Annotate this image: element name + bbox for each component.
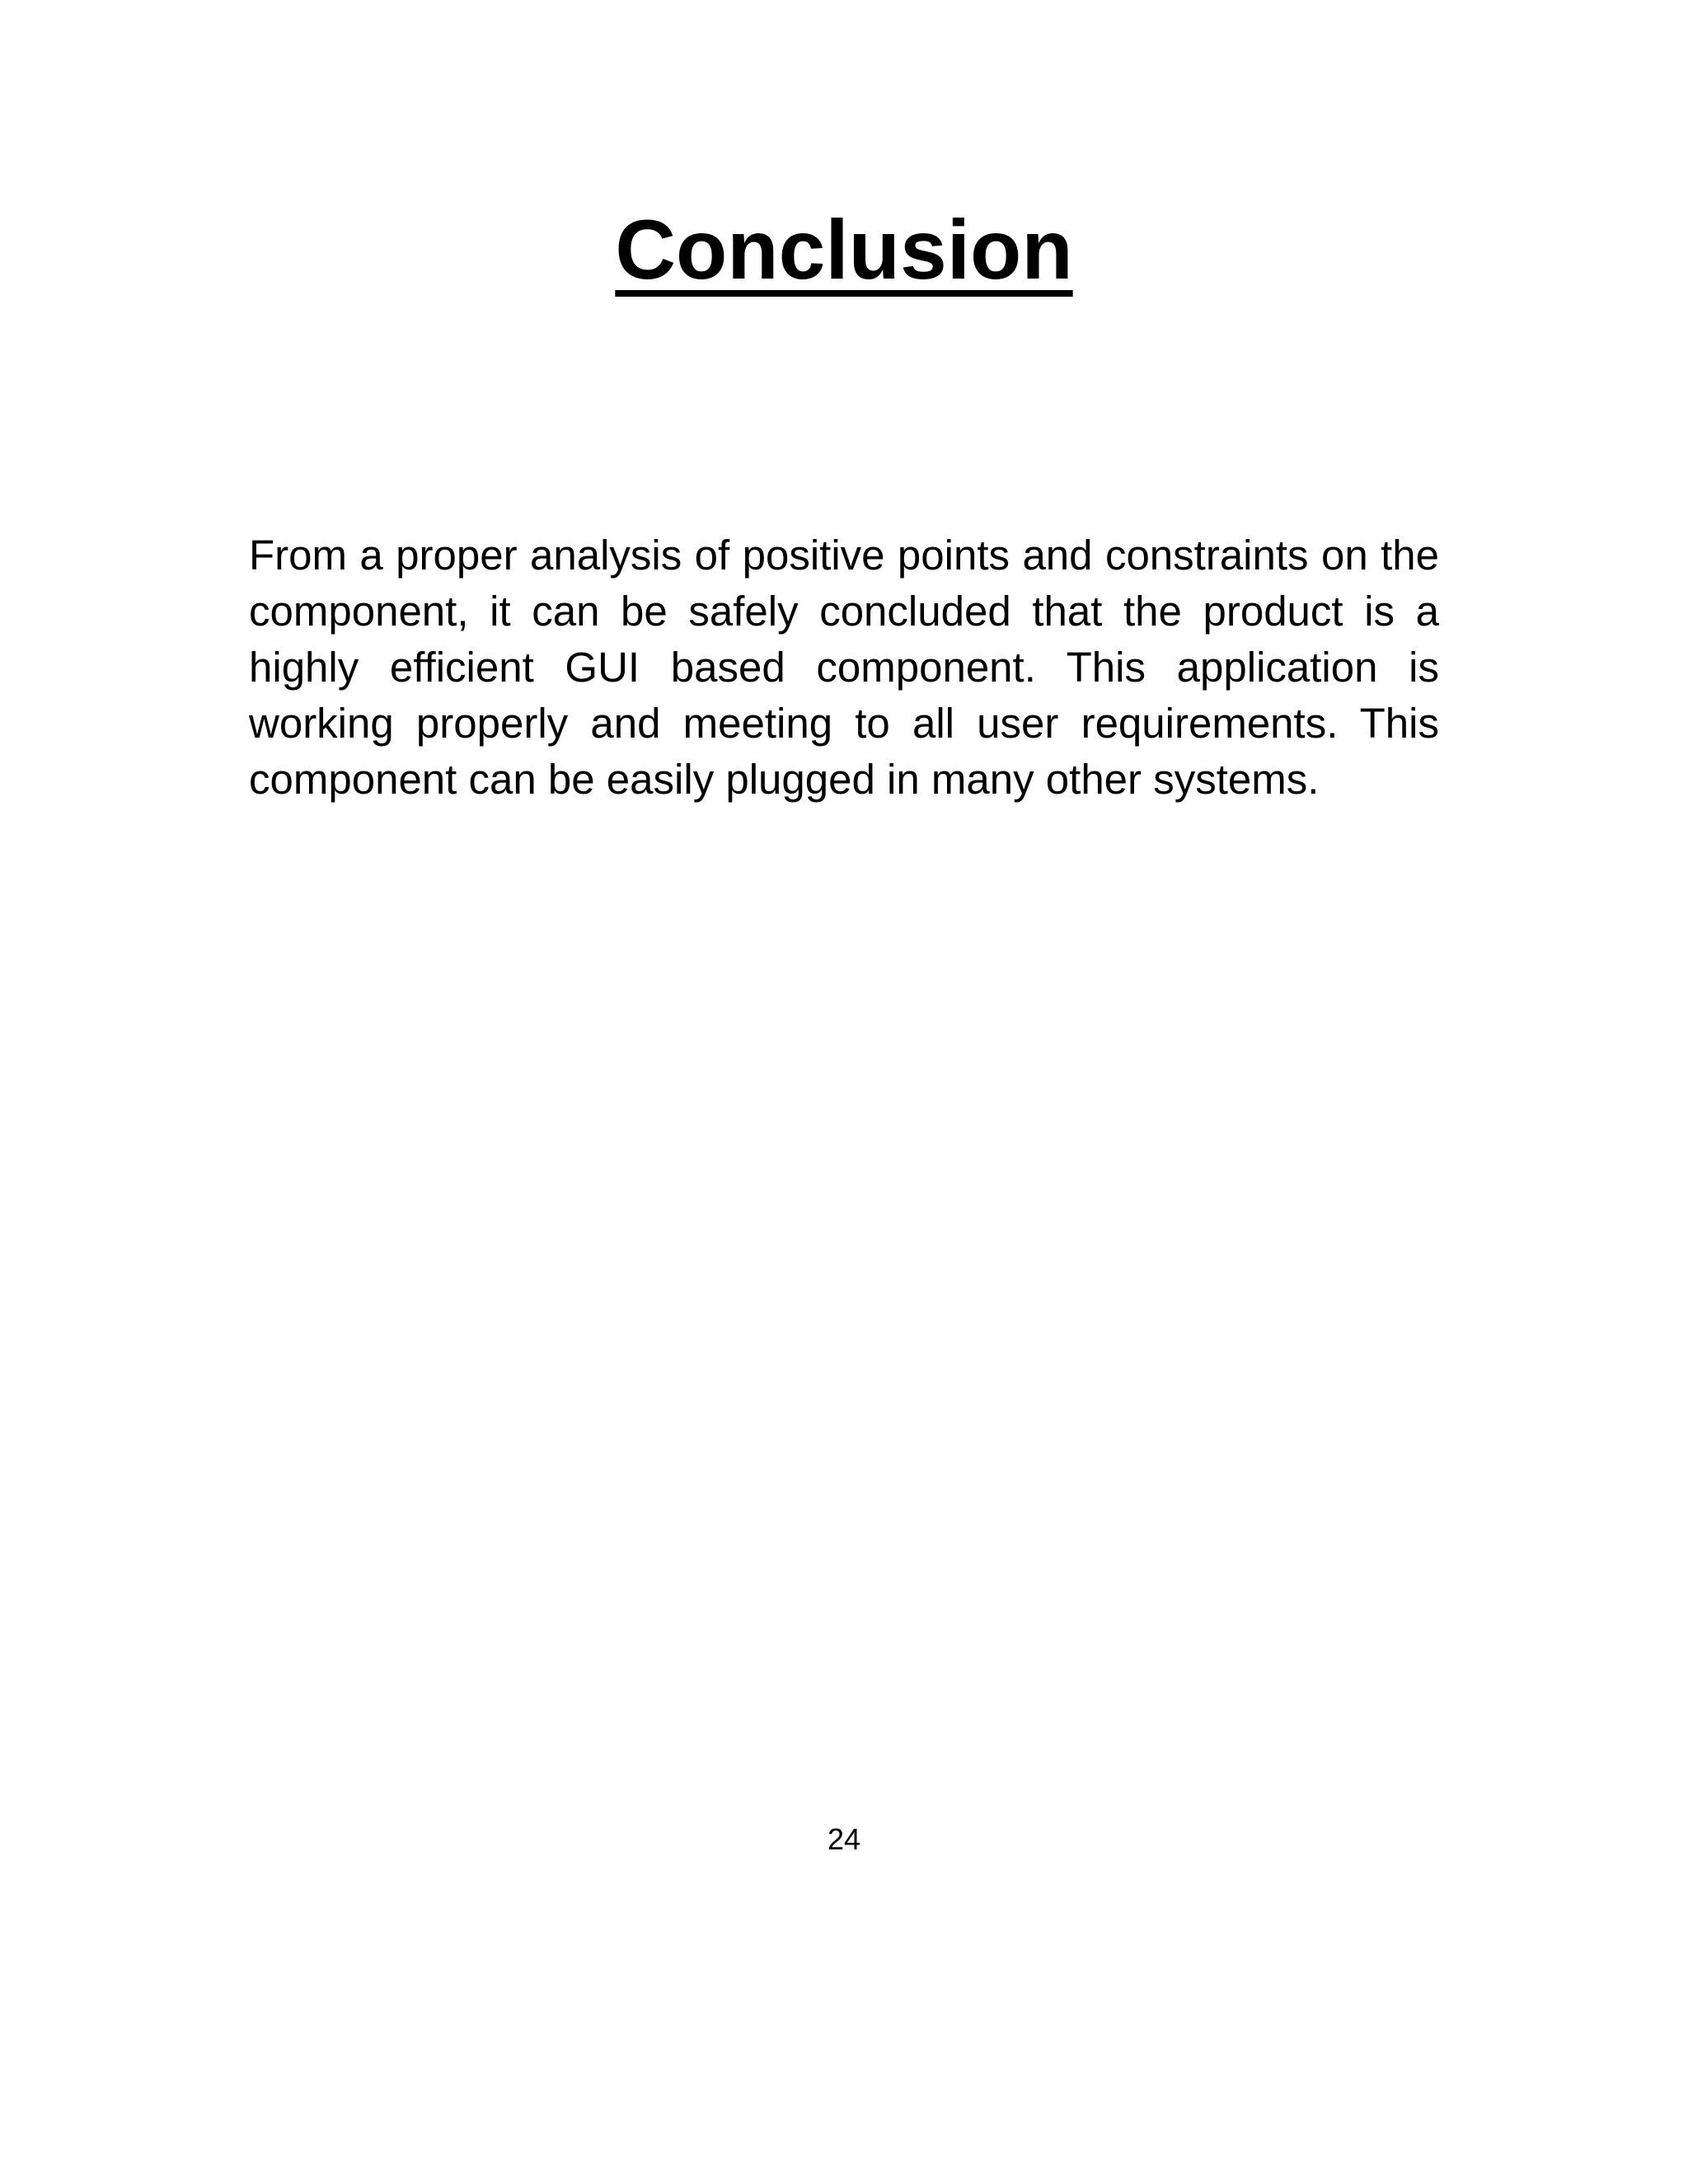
page-number: 24 xyxy=(827,1822,861,1856)
conclusion-paragraph: From a proper analysis of positive points and constraints on the component, it can be safely concluded that the product is a highly efficient GUI based component. This application is working properly and meeting to all user requirements. This component can be easily plugged in many other systems. xyxy=(249,532,1439,803)
page-title: Conclusion xyxy=(615,203,1073,297)
